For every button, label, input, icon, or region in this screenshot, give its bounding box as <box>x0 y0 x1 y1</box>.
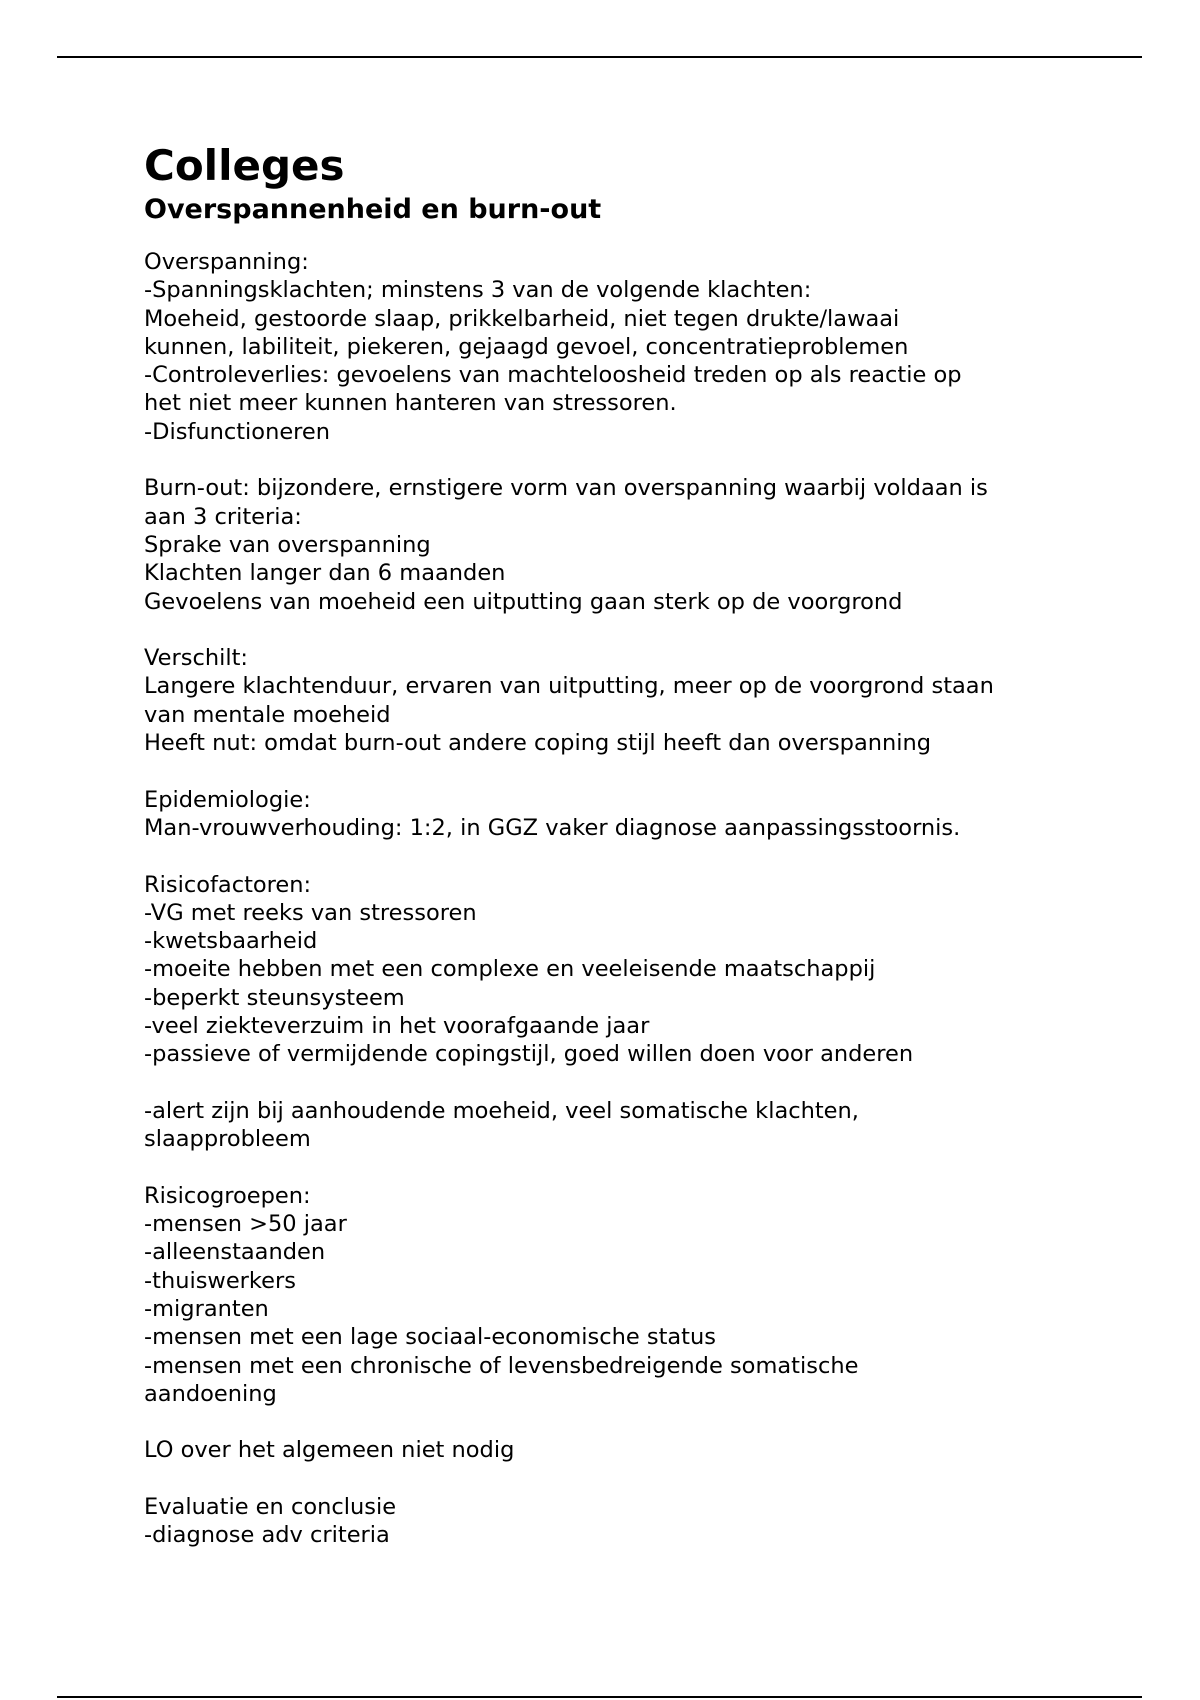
text-line: -mensen met een chronische of levensbedreigende somatische <box>144 1352 859 1379</box>
paragraph <box>144 644 1084 757</box>
text-line: -veel ziekteverzuim in het voorafgaande jaar <box>144 1013 650 1040</box>
paragraph <box>144 248 1084 446</box>
text-line: -mensen >50 jaar <box>144 1211 347 1238</box>
text-line: -alert zijn bij aanhoudende moeheid, veel somatische klachten, <box>144 1097 859 1124</box>
paragraph <box>144 1097 1084 1154</box>
text-line: Epidemiologie: <box>144 786 311 813</box>
text-line: aandoening <box>144 1380 277 1407</box>
text-line: het niet meer kunnen hanteren van stressoren. <box>144 390 677 417</box>
text-line: Evaluatie en conclusie <box>144 1494 397 1521</box>
text-line: -passieve of vermijdende copingstijl, goed willen doen voor anderen <box>144 1041 914 1068</box>
text-line: Man-vrouwverhouding: 1:2, in GGZ vaker diagnose aanpassingsstoornis. <box>144 814 961 841</box>
bottom-divider <box>57 1696 1142 1698</box>
top-divider <box>57 56 1142 58</box>
document-body <box>144 140 1084 1578</box>
text-line: Gevoelens van moeheid een uitputting gaan sterk op de voorgrond <box>144 588 903 615</box>
text-line: Burn-out: bijzondere, ernstigere vorm van overspanning waarbij voldaan is <box>144 475 988 502</box>
text-line: LO over het algemeen niet nodig <box>144 1437 515 1464</box>
text-line: kunnen, labiliteit, piekeren, gejaagd gevoel, concentratieproblemen <box>144 333 909 360</box>
text-line: aan 3 criteria: <box>144 503 302 530</box>
text-line: -diagnose adv criteria <box>144 1522 390 1549</box>
text-line: -VG met reeks van stressoren <box>144 899 477 926</box>
text-line: Moeheid, gestoorde slaap, prikkelbarheid, niet tegen drukte/lawaai <box>144 305 900 332</box>
paragraph <box>144 1493 1084 1550</box>
text-line: -migranten <box>144 1295 269 1322</box>
text-line: -thuiswerkers <box>144 1267 296 1294</box>
text-line: Risicogroepen: <box>144 1182 311 1209</box>
text-line: -Spanningsklachten; minstens 3 van de volgende klachten: <box>144 277 812 304</box>
text-line: Sprake van overspanning <box>144 531 431 558</box>
text-line: Risicofactoren: <box>144 871 312 898</box>
text-line: van mentale moeheid <box>144 701 391 728</box>
text-line: -moeite hebben met een complexe en veeleisende maatschappij <box>144 956 876 983</box>
document-title: Colleges <box>144 141 345 190</box>
paragraph <box>144 871 1084 1069</box>
paragraph <box>144 1182 1084 1408</box>
text-line: Overspanning: <box>144 249 309 275</box>
text-line: Verschilt: <box>144 645 248 672</box>
text-line: -mensen met een lage sociaal-economische status <box>144 1324 716 1351</box>
text-line: Heeft nut: omdat burn-out andere coping stijl heeft dan overspanning <box>144 730 932 757</box>
text-line: -beperkt steunsysteem <box>144 984 405 1011</box>
text-line: -kwetsbaarheid <box>144 928 318 955</box>
text-line: -alleenstaanden <box>144 1239 326 1266</box>
text-line: Klachten langer dan 6 maanden <box>144 560 506 587</box>
text-line: -Controleverlies: gevoelens van machteloosheid treden op als reactie op <box>144 362 962 389</box>
paragraph-list <box>144 248 1084 1550</box>
text-line: -Disfunctioneren <box>144 418 331 445</box>
paragraph <box>144 474 1084 615</box>
paragraph <box>144 786 1084 843</box>
text-line: slaapprobleem <box>144 1126 311 1153</box>
text-line: Langere klachtenduur, ervaren van uitputting, meer op de voorgrond staan <box>144 673 994 700</box>
document-subtitle: Overspannenheid en burn-out <box>144 194 602 225</box>
paragraph <box>144 1436 1084 1464</box>
